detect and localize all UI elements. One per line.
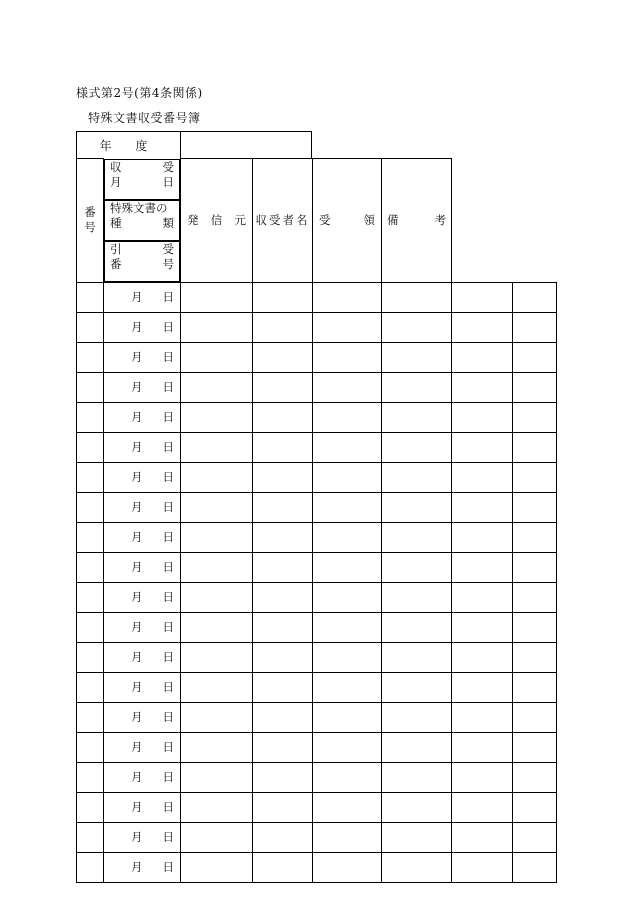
cell-number[interactable] <box>77 372 104 402</box>
cell-receipt[interactable] <box>452 522 513 552</box>
col-header-handover-1: 引 <box>110 241 122 256</box>
cell-handover-no[interactable] <box>253 402 313 432</box>
cell-number[interactable] <box>77 792 104 822</box>
cell-sender[interactable] <box>313 642 382 672</box>
cell-recipient[interactable] <box>382 732 452 762</box>
day-label: 日 <box>162 560 174 574</box>
cell-handover-no[interactable] <box>253 642 313 672</box>
day-label: 日 <box>162 350 174 364</box>
col-header-received-4: 日 <box>162 174 174 189</box>
form-label: 様式第2号(第4条関係) <box>76 86 203 100</box>
col-header-doc-type-2: 種 <box>110 215 122 230</box>
cell-remarks[interactable] <box>513 372 557 402</box>
cell-remarks[interactable] <box>513 642 557 672</box>
cell-remarks[interactable] <box>513 672 557 702</box>
table-row <box>77 312 557 342</box>
table-row <box>77 732 557 762</box>
month-label: 月 <box>131 380 143 394</box>
cell-receipt[interactable] <box>452 612 513 642</box>
day-label: 日 <box>162 620 174 634</box>
cell-recipient[interactable] <box>382 522 452 552</box>
col-header-sender-1: 発 <box>187 212 199 227</box>
cell-doc-type[interactable] <box>181 492 253 522</box>
month-label: 月 <box>131 800 143 814</box>
cell-receipt[interactable] <box>452 732 513 762</box>
year-label: 年 度 <box>77 132 181 158</box>
day-label: 日 <box>162 290 174 304</box>
cell-sender[interactable] <box>313 342 382 372</box>
cell-sender[interactable] <box>313 582 382 612</box>
cell-receipt[interactable] <box>452 762 513 792</box>
day-label: 日 <box>162 740 174 754</box>
cell-remarks[interactable] <box>513 552 557 582</box>
cell-doc-type[interactable] <box>181 432 253 462</box>
day-label: 日 <box>162 680 174 694</box>
cell-handover-no[interactable] <box>253 552 313 582</box>
month-label: 月 <box>131 500 143 514</box>
day-label: 日 <box>162 590 174 604</box>
cell-sender[interactable] <box>313 762 382 792</box>
col-header-doc-type-1: 特殊文書の <box>110 200 168 215</box>
cell-doc-type[interactable] <box>181 792 253 822</box>
cell-doc-type[interactable] <box>181 732 253 762</box>
table-row <box>77 522 557 552</box>
day-label: 日 <box>162 380 174 394</box>
day-label: 日 <box>162 770 174 784</box>
cell-sender[interactable] <box>313 282 382 312</box>
table-row <box>77 462 557 492</box>
cell-sender[interactable] <box>313 702 382 732</box>
month-label: 月 <box>131 830 143 844</box>
cell-handover-no[interactable] <box>253 762 313 792</box>
cell-handover-no[interactable] <box>253 702 313 732</box>
cell-receipt[interactable] <box>452 642 513 672</box>
cell-remarks[interactable] <box>513 282 557 312</box>
cell-received-date[interactable] <box>104 522 181 552</box>
cell-doc-type[interactable] <box>181 282 253 312</box>
cell-received-date[interactable] <box>104 402 181 432</box>
cell-recipient[interactable] <box>382 312 452 342</box>
day-label: 日 <box>162 440 174 454</box>
cell-sender[interactable] <box>313 402 382 432</box>
cell-number[interactable] <box>77 702 104 732</box>
day-label: 日 <box>162 800 174 814</box>
cell-received-date[interactable] <box>104 492 181 522</box>
table-row <box>77 762 557 792</box>
cell-remarks[interactable] <box>513 462 557 492</box>
cell-number[interactable] <box>77 582 104 612</box>
cell-recipient[interactable] <box>382 822 452 852</box>
col-header-received-date <box>104 159 180 200</box>
cell-number[interactable] <box>77 402 104 432</box>
col-header-received-1: 収 <box>110 159 122 174</box>
cell-received-date[interactable] <box>104 852 181 882</box>
table-row <box>77 642 557 672</box>
day-label: 日 <box>162 320 174 334</box>
month-label: 月 <box>131 620 143 634</box>
cell-remarks[interactable] <box>513 762 557 792</box>
month-label: 月 <box>131 530 143 544</box>
cell-doc-type[interactable] <box>181 312 253 342</box>
cell-remarks[interactable] <box>513 792 557 822</box>
cell-handover-no[interactable] <box>253 792 313 822</box>
col-header-remarks <box>382 159 452 283</box>
cell-receipt[interactable] <box>452 312 513 342</box>
month-label: 月 <box>131 590 143 604</box>
cell-number[interactable] <box>77 852 104 882</box>
cell-number[interactable] <box>77 342 104 372</box>
cell-recipient[interactable] <box>382 702 452 732</box>
cell-doc-type[interactable] <box>181 672 253 702</box>
cell-sender[interactable] <box>313 312 382 342</box>
cell-recipient[interactable] <box>382 402 452 432</box>
col-header-receipt <box>313 159 382 283</box>
cell-received-date[interactable] <box>104 762 181 792</box>
cell-receipt[interactable] <box>452 582 513 612</box>
cell-receipt[interactable] <box>452 552 513 582</box>
month-label: 月 <box>131 440 143 454</box>
cell-number[interactable] <box>77 522 104 552</box>
day-label: 日 <box>162 500 174 514</box>
cell-received-date[interactable] <box>104 432 181 462</box>
day-label: 日 <box>162 830 174 844</box>
col-header-receipt-2: 領 <box>363 212 375 227</box>
cell-doc-type[interactable] <box>181 642 253 672</box>
cell-handover-no[interactable] <box>253 582 313 612</box>
col-header-number <box>77 159 104 283</box>
cell-number[interactable] <box>77 612 104 642</box>
cell-recipient[interactable] <box>382 792 452 822</box>
cell-doc-type[interactable] <box>181 342 253 372</box>
cell-remarks[interactable] <box>513 312 557 342</box>
cell-receipt[interactable] <box>452 282 513 312</box>
cell-number[interactable] <box>77 552 104 582</box>
cell-sender[interactable] <box>313 792 382 822</box>
cell-handover-no[interactable] <box>253 462 313 492</box>
cell-sender[interactable] <box>313 672 382 702</box>
col-header-doc-type <box>104 200 180 241</box>
cell-handover-no[interactable] <box>253 852 313 882</box>
table-row <box>77 492 557 522</box>
cell-sender[interactable] <box>313 522 382 552</box>
cell-number[interactable] <box>77 492 104 522</box>
cell-remarks[interactable] <box>513 522 557 552</box>
cell-handover-no[interactable] <box>253 732 313 762</box>
cell-remarks[interactable] <box>513 612 557 642</box>
cell-number[interactable] <box>77 732 104 762</box>
table-row <box>77 702 557 732</box>
cell-received-date[interactable] <box>104 372 181 402</box>
month-label: 月 <box>131 740 143 754</box>
day-label: 日 <box>162 530 174 544</box>
cell-recipient[interactable] <box>382 672 452 702</box>
cell-received-date[interactable] <box>104 342 181 372</box>
cell-doc-type[interactable] <box>181 822 253 852</box>
cell-received-date[interactable] <box>104 612 181 642</box>
cell-remarks[interactable] <box>513 702 557 732</box>
cell-doc-type[interactable] <box>181 582 253 612</box>
cell-handover-no[interactable] <box>253 522 313 552</box>
col-header-number-line2: 号 <box>84 220 96 235</box>
cell-doc-type[interactable] <box>181 402 253 432</box>
cell-remarks[interactable] <box>513 822 557 852</box>
cell-recipient[interactable] <box>382 492 452 522</box>
table-row <box>77 822 557 852</box>
cell-handover-no[interactable] <box>253 612 313 642</box>
col-header-handover-4: 号 <box>162 256 174 271</box>
cell-handover-no[interactable] <box>253 372 313 402</box>
cell-handover-no[interactable] <box>253 342 313 372</box>
month-label: 月 <box>131 560 143 574</box>
cell-receipt[interactable] <box>452 702 513 732</box>
month-label: 月 <box>131 290 143 304</box>
cell-remarks[interactable] <box>513 402 557 432</box>
page-title: 特殊文書収受番号簿 <box>88 111 201 125</box>
table-row <box>77 372 557 402</box>
cell-doc-type[interactable] <box>181 372 253 402</box>
table-row <box>77 402 557 432</box>
cell-doc-type[interactable] <box>181 702 253 732</box>
cell-received-date[interactable] <box>104 642 181 672</box>
cell-remarks[interactable] <box>513 852 557 882</box>
cell-received-date[interactable] <box>104 672 181 702</box>
cell-doc-type[interactable] <box>181 552 253 582</box>
cell-receipt[interactable] <box>452 792 513 822</box>
cell-handover-no[interactable] <box>253 312 313 342</box>
cell-recipient[interactable] <box>382 372 452 402</box>
month-label: 月 <box>131 650 143 664</box>
cell-receipt[interactable] <box>452 672 513 702</box>
cell-recipient[interactable] <box>382 462 452 492</box>
cell-recipient[interactable] <box>382 342 452 372</box>
day-label: 日 <box>162 710 174 724</box>
cell-handover-no[interactable] <box>253 282 313 312</box>
col-header-handover-3: 番 <box>110 256 122 271</box>
cell-recipient[interactable] <box>382 852 452 882</box>
cell-number[interactable] <box>77 312 104 342</box>
cell-doc-type[interactable] <box>181 612 253 642</box>
cell-receipt[interactable] <box>452 822 513 852</box>
cell-doc-type[interactable] <box>181 852 253 882</box>
cell-recipient[interactable] <box>382 552 452 582</box>
cell-received-date[interactable] <box>104 582 181 612</box>
cell-received-date[interactable] <box>104 282 181 312</box>
table-row <box>77 552 557 582</box>
table-row <box>77 792 557 822</box>
cell-sender[interactable] <box>313 372 382 402</box>
cell-sender[interactable] <box>313 432 382 462</box>
cell-received-date[interactable] <box>104 462 181 492</box>
cell-received-date[interactable] <box>104 702 181 732</box>
day-label: 日 <box>162 650 174 664</box>
day-label: 日 <box>162 470 174 484</box>
cell-handover-no[interactable] <box>253 432 313 462</box>
register-table <box>76 158 557 883</box>
month-label: 月 <box>131 860 143 874</box>
cell-number[interactable] <box>77 642 104 672</box>
col-header-sender-3: 元 <box>234 212 246 227</box>
year-value-field[interactable] <box>181 132 311 158</box>
cell-number[interactable] <box>77 672 104 702</box>
year-box <box>76 131 312 158</box>
cell-sender[interactable] <box>313 462 382 492</box>
cell-doc-type[interactable] <box>181 462 253 492</box>
cell-received-date[interactable] <box>104 312 181 342</box>
cell-handover-no[interactable] <box>253 672 313 702</box>
cell-number[interactable] <box>77 432 104 462</box>
col-header-received-3: 月 <box>110 174 122 189</box>
cell-sender[interactable] <box>313 552 382 582</box>
cell-remarks[interactable] <box>513 342 557 372</box>
month-label: 月 <box>131 770 143 784</box>
cell-remarks[interactable] <box>513 732 557 762</box>
cell-sender[interactable] <box>313 732 382 762</box>
cell-received-date[interactable] <box>104 822 181 852</box>
table-row <box>77 282 557 312</box>
cell-received-date[interactable] <box>104 732 181 762</box>
cell-recipient[interactable] <box>382 612 452 642</box>
cell-receipt[interactable] <box>452 372 513 402</box>
cell-receipt[interactable] <box>452 852 513 882</box>
col-header-sender-2: 信 <box>210 212 223 227</box>
table-row <box>77 852 557 882</box>
cell-receipt[interactable] <box>452 462 513 492</box>
cell-receipt[interactable] <box>452 342 513 372</box>
col-header-received-2: 受 <box>162 159 174 174</box>
day-label: 日 <box>162 860 174 874</box>
cell-remarks[interactable] <box>513 582 557 612</box>
col-header-handover-2: 受 <box>162 241 174 256</box>
cell-doc-type[interactable] <box>181 762 253 792</box>
cell-receipt[interactable] <box>452 402 513 432</box>
month-label: 月 <box>131 470 143 484</box>
cell-sender[interactable] <box>313 852 382 882</box>
col-header-receipt-1: 受 <box>319 212 331 227</box>
table-row <box>77 582 557 612</box>
col-header-remarks-1: 備 <box>387 212 399 227</box>
cell-recipient[interactable] <box>382 432 452 462</box>
cell-received-date[interactable] <box>104 792 181 822</box>
table-row <box>77 612 557 642</box>
cell-recipient[interactable] <box>382 762 452 792</box>
cell-number[interactable] <box>77 822 104 852</box>
col-header-recipient: 収受者名 <box>253 159 313 283</box>
month-label: 月 <box>131 410 143 424</box>
table-row <box>77 672 557 702</box>
month-label: 月 <box>131 320 143 334</box>
cell-remarks[interactable] <box>513 432 557 462</box>
cell-number[interactable] <box>77 462 104 492</box>
table-row <box>77 342 557 372</box>
cell-recipient[interactable] <box>382 642 452 672</box>
col-header-sender <box>181 159 253 283</box>
cell-received-date[interactable] <box>104 552 181 582</box>
month-label: 月 <box>131 710 143 724</box>
cell-handover-no[interactable] <box>253 822 313 852</box>
cell-receipt[interactable] <box>452 492 513 522</box>
col-header-number-line1: 番 <box>84 205 96 220</box>
col-header-remarks-2: 考 <box>434 212 446 227</box>
cell-remarks[interactable] <box>513 492 557 522</box>
cell-recipient[interactable] <box>382 282 452 312</box>
cell-sender[interactable] <box>313 822 382 852</box>
month-label: 月 <box>131 680 143 694</box>
col-header-handover-no <box>104 241 180 282</box>
cell-sender[interactable] <box>313 492 382 522</box>
month-label: 月 <box>131 350 143 364</box>
cell-number[interactable] <box>77 762 104 792</box>
cell-number[interactable] <box>77 282 104 312</box>
cell-recipient[interactable] <box>382 582 452 612</box>
table-row <box>77 432 557 462</box>
header-row <box>77 159 557 283</box>
cell-receipt[interactable] <box>452 432 513 462</box>
cell-handover-no[interactable] <box>253 492 313 522</box>
cell-sender[interactable] <box>313 612 382 642</box>
col-header-doc-type-3: 類 <box>162 215 174 230</box>
cell-doc-type[interactable] <box>181 522 253 552</box>
day-label: 日 <box>162 410 174 424</box>
